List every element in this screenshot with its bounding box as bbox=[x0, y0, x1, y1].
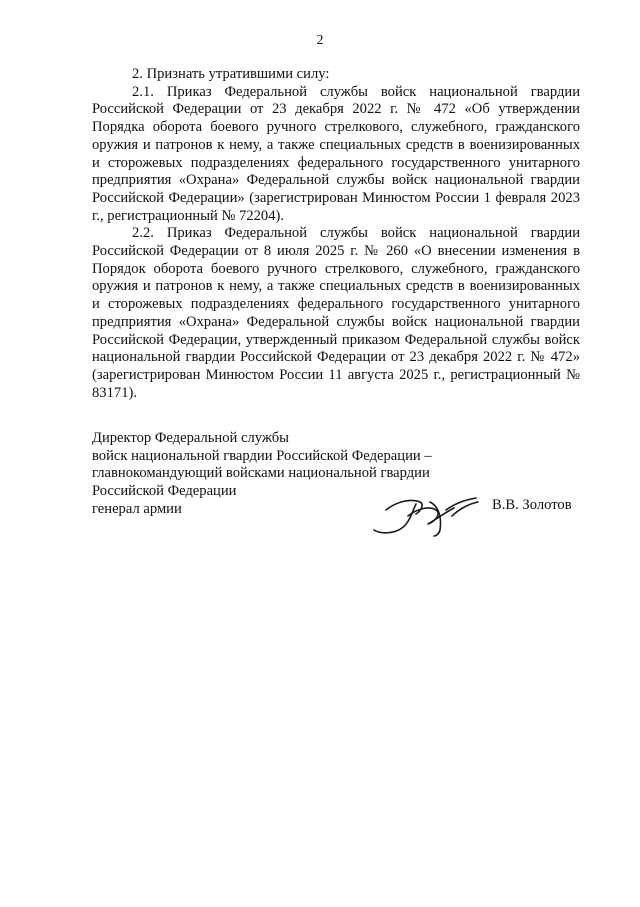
paragraph-item-2: 2. Признать утратившими силу: bbox=[132, 66, 330, 82]
signatory-title-line-2: войск национальной гвардии Российской Федерации – bbox=[92, 447, 432, 464]
page-number: 2 bbox=[316, 33, 324, 48]
document-body bbox=[92, 66, 580, 402]
paragraph-item-2-1: 2.1. Приказ Федеральной службы войск национальной гвардии Российской Федерации от 23 декабря 2022 г. № 472 «Об утверждении Порядка оборота боевого ручного стрелкового, служебного, гражданского оружия и патронов к нему, а также специальных средств в военизированных и сторожевых подразделениях федерального государственного унитарного предприятия «Охрана» Федеральной службы войск национальной гвардии Российской Федерации» (зарегистрирован Минюстом России 1 февраля 2023 г., регистрационный № 72204). bbox=[92, 83, 580, 224]
signatory-title-line-4: Российской Федерации bbox=[92, 483, 237, 500]
signatory-name: В.В. Золотов bbox=[492, 497, 572, 513]
signatory-rank: генерал армии bbox=[92, 500, 182, 517]
paragraph-item-2-2: 2.2. Приказ Федеральной службы войск национальной гвардии Российской Федерации от 8 июля 2025 г. № 260 «О внесении изменения в Порядок оборота боевого ручного стрелкового, служебного, гражданского оружия и патронов к нему, а также специальных средств в военизированных и сторожевых подразделениях федерального государственного унитарного предприятия «Охрана» Федеральной службы войск национальной гвардии Российской Федерации, утвержденный приказом Федеральной службы войск национальной гвардии Российской Федерации от 23 декабря 2022 г. № 472» (зарегистрирован Минюстом России 11 августа 2025 г., регистрационный № 83171). bbox=[92, 225, 580, 401]
handwritten-signature-icon bbox=[372, 490, 482, 538]
signature-strokes bbox=[374, 498, 478, 536]
signatory-title-line-3: главнокомандующий войсками национальной гвардии bbox=[92, 465, 430, 482]
signatory-title-line-1: Директор Федеральной службы bbox=[92, 430, 289, 446]
